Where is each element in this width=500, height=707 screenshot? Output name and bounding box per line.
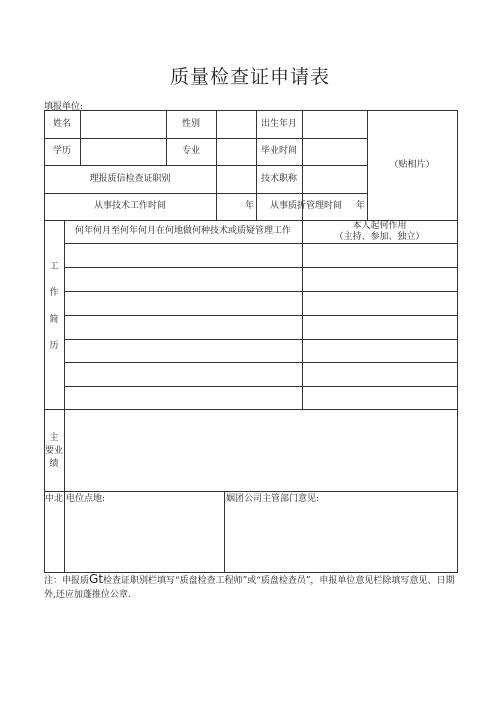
work-history-label-char: 工 — [49, 261, 59, 272]
work-history-period-header: 何年何月至何年何月在何地做何种技术或质疑管理工作 — [74, 226, 291, 236]
row-line — [64, 386, 458, 387]
qm-years-unit: 年 — [355, 201, 365, 211]
footnote-part3: 检查证职别栏填写“质盘检查工程师”或“质盘检查员”，申报单位意见栏除填写意见、日期外,还应加蓬推位公章. — [44, 576, 455, 600]
work-history-label-char: 简 — [49, 314, 59, 325]
applicant-unit-label: 中北 — [44, 493, 63, 504]
education-field[interactable] — [80, 138, 166, 165]
performance-label-line3: 绩 — [49, 458, 59, 469]
footnote-part2: Gt — [89, 572, 104, 586]
cert-level-label: 理报质信检查证职别 — [89, 173, 171, 184]
performance-label-line2: 要业 — [44, 445, 63, 456]
major-field[interactable] — [216, 138, 256, 165]
major-label: 专业 — [181, 146, 200, 156]
birth-date-label: 出生年月 — [260, 118, 297, 129]
row-line — [64, 339, 458, 340]
qm-years-label: 从事质折管理时间 — [269, 201, 342, 211]
row-line — [64, 315, 458, 316]
education-label: 学历 — [52, 146, 71, 156]
tech-work-years-unit: 年 — [244, 201, 254, 211]
work-history-label-char: 作 — [49, 287, 59, 298]
birth-date-field[interactable] — [302, 110, 367, 138]
footnote-part1: 注：申报质 — [44, 576, 90, 586]
tech-title-label: 技术职称 — [260, 173, 297, 184]
col-line — [302, 220, 303, 410]
application-form-table — [44, 110, 458, 573]
footnote — [44, 572, 464, 602]
photo-placeholder: （贴相片） — [389, 159, 435, 170]
reporting-unit-label: 填报单位: — [44, 102, 84, 112]
gender-label: 性别 — [181, 118, 200, 129]
performance-label-line1: 主 — [49, 432, 59, 443]
name-label: 姓名 — [52, 118, 71, 129]
role-header-line2: （主持、参加、独立） — [334, 232, 425, 242]
gender-field[interactable] — [216, 110, 256, 138]
graduation-label: 毕业时间 — [260, 146, 297, 156]
performance-field[interactable] — [64, 409, 457, 491]
table-border-right — [457, 110, 458, 573]
cert-level-field[interactable] — [216, 165, 256, 193]
group-opinion-label: 姻团公司主管部门意见: — [226, 493, 320, 504]
name-field[interactable] — [80, 110, 166, 138]
page-title: 质量检查证申请表 — [169, 66, 330, 88]
unit-opinion-label: 电位点地: — [66, 493, 106, 504]
row-line — [64, 291, 458, 292]
row-line — [64, 362, 458, 363]
tech-title-field[interactable] — [302, 165, 367, 193]
work-history-label-char: 历 — [49, 340, 59, 351]
col-line — [64, 220, 65, 573]
tech-work-years-label: 从事技术工作时间 — [93, 201, 166, 211]
row-line — [64, 267, 458, 268]
role-header-line1: 本人起何作用 — [352, 220, 407, 231]
graduation-field[interactable] — [302, 138, 367, 165]
col-line — [224, 491, 225, 573]
